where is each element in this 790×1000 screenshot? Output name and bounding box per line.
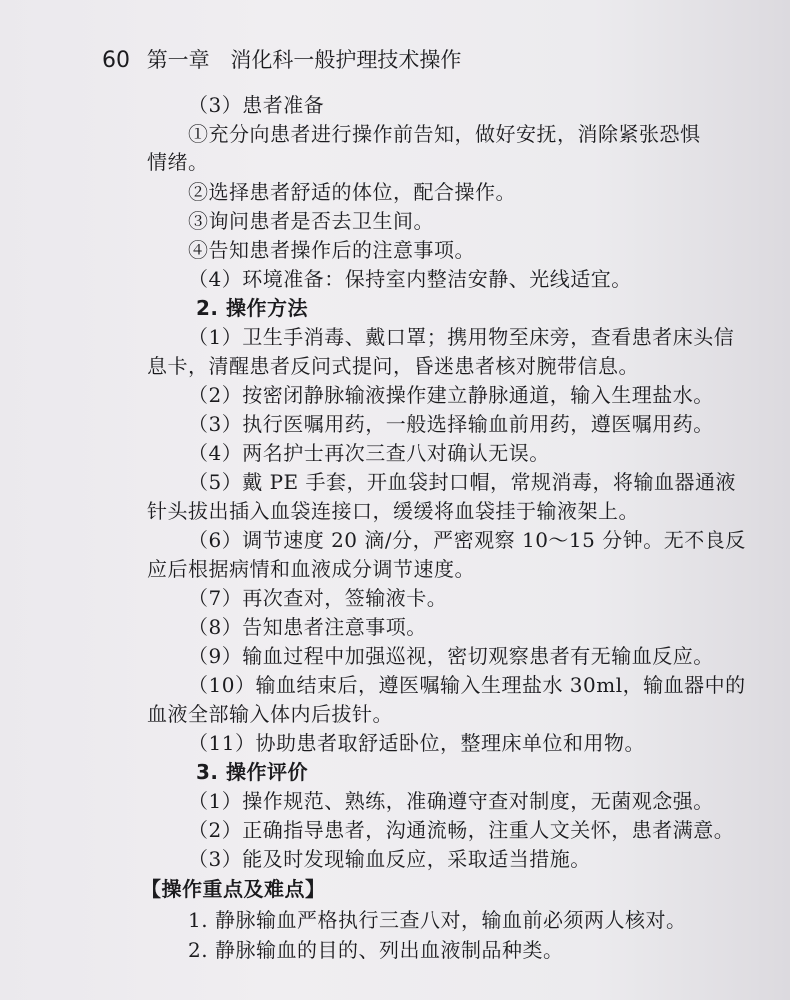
page-number: 60	[102, 48, 130, 73]
text-line: （7）再次查对，签输液卡。	[188, 586, 448, 610]
text-line: 应后根据病情和血液成分调节速度。	[147, 557, 475, 581]
chapter-title: 消化科一般护理技术操作	[230, 48, 462, 72]
text-line: 血液全部输入体内后拔针。	[147, 702, 393, 726]
text-line: （1）卫生手消毒、戴口罩；携用物至床旁，查看患者床头信	[188, 325, 735, 349]
text-line: 息卡，清醒患者反问式提问，昏迷患者核对腕带信息。	[147, 354, 639, 378]
text-line: ③询问患者是否去卫生间。	[188, 209, 434, 233]
text-line: （2）按密闭静脉输液操作建立静脉通道，输入生理盐水。	[188, 383, 714, 407]
text-line: （1）操作规范、熟练，准确遵守查对制度，无菌观念强。	[188, 789, 714, 813]
text-line: （2）正确指导患者，沟通流畅，注重人文关怀，患者满意。	[188, 818, 735, 842]
text-line: （5）戴 PE 手套，开血袋封口帽，常规消毒，将输血器通液	[188, 470, 736, 494]
text-line: （9）输血过程中加强巡视，密切观察患者有无输血反应。	[188, 644, 714, 668]
section-heading: 2. 操作方法	[196, 296, 308, 320]
text-line: （8）告知患者注意事项。	[188, 615, 427, 639]
text-line: （11）协助患者取舒适卧位，整理床单位和用物。	[188, 731, 645, 755]
running-header	[102, 44, 461, 74]
section-heading: 3. 操作评价	[196, 760, 308, 784]
text-line: 情绪。	[147, 150, 209, 174]
chapter-label: 第一章	[146, 48, 210, 72]
text-line: （4）两名护士再次三查八对确认无误。	[188, 441, 550, 465]
text-line: 2. 静脉输血的目的、列出血液制品种类。	[188, 938, 564, 962]
text-line: （3）执行医嘱用药，一般选择输血前用药，遵医嘱用药。	[188, 412, 714, 436]
text-line: 1. 静脉输血严格执行三查八对，输血前必须两人核对。	[188, 908, 687, 932]
text-line: 针头拔出插入血袋连接口，缓缓将血袋挂于输液架上。	[147, 499, 639, 523]
text-line: （3）能及时发现输血反应，采取适当措施。	[188, 847, 591, 871]
text-line: （6）调节速度 20 滴/分，严密观察 10～15 分钟。无不良反	[188, 528, 746, 552]
section-heading: 【操作重点及难点】	[141, 877, 326, 901]
text-line: ④告知患者操作后的注意事项。	[188, 238, 475, 262]
text-line: （10）输血结束后，遵医嘱输入生理盐水 30ml，输血器中的	[188, 673, 746, 697]
text-line: （3）患者准备	[188, 93, 325, 117]
text-line: （4）环境准备：保持室内整洁安静、光线适宜。	[188, 267, 632, 291]
text-line: ②选择患者舒适的体位，配合操作。	[188, 180, 516, 204]
text-line: ①充分向患者进行操作前告知，做好安抚，消除紧张恐惧	[188, 122, 701, 146]
